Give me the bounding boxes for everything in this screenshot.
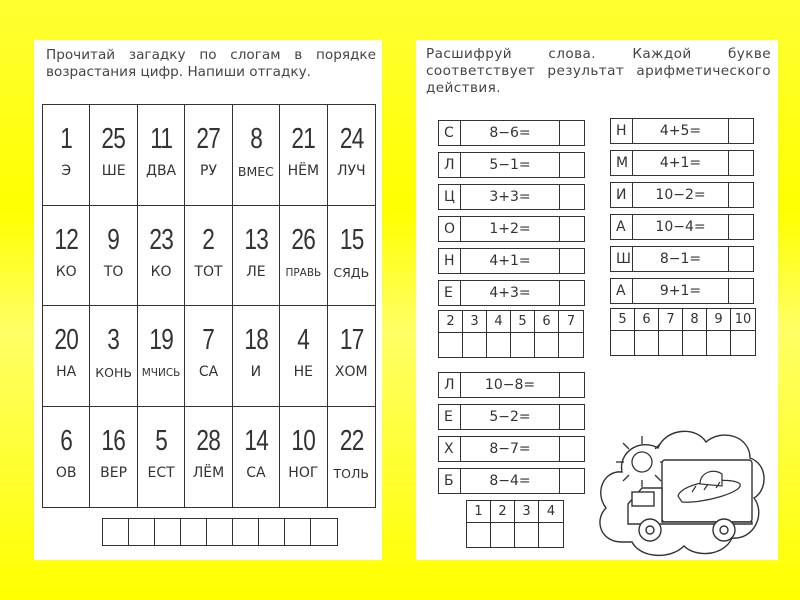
key-letter-box[interactable] — [611, 331, 635, 355]
syllable-text: ТОТ — [194, 263, 223, 280]
answer-letter-box[interactable] — [285, 519, 311, 545]
syllable-text: Э — [61, 163, 72, 179]
equation-letter: Е — [439, 405, 461, 429]
equation-answer-box[interactable] — [560, 469, 584, 493]
equation-answer-box[interactable] — [729, 247, 753, 271]
equation-answer-box[interactable] — [560, 373, 584, 397]
syllable-number: 25 — [101, 123, 126, 155]
key-number: 6 — [635, 309, 659, 331]
equation-letter: Н — [439, 249, 461, 273]
syllable-number: 20 — [54, 324, 79, 356]
equation-expression: 5−2= — [461, 405, 560, 429]
syllable-cell — [233, 306, 280, 407]
key-number: 2 — [491, 501, 515, 523]
syllable-number: 7 — [202, 324, 215, 356]
syllable-text: НОГ — [288, 464, 319, 481]
syllable-cell — [233, 407, 280, 508]
equation-answer-box[interactable] — [560, 185, 584, 209]
syllable-text: И — [250, 364, 262, 380]
syllable-number: 6 — [60, 424, 73, 457]
syllable-grid — [42, 104, 376, 508]
equation-answer-box[interactable] — [729, 119, 753, 143]
key-letter-box[interactable] — [515, 523, 539, 547]
syllable-number: 17 — [339, 324, 364, 356]
syllable-number: 1 — [60, 123, 73, 155]
equation-letter: М — [611, 151, 633, 175]
equation-row — [610, 246, 754, 272]
syllable-cell — [280, 306, 327, 407]
equation-answer-box[interactable] — [560, 249, 584, 273]
equation-expression: 8−1= — [633, 247, 729, 271]
syllable-cell — [43, 105, 90, 206]
syllable-cell — [43, 407, 90, 508]
decode-key-table — [466, 500, 564, 548]
key-letter-box[interactable] — [707, 331, 731, 355]
syllable-text: МЧИСЬ — [141, 367, 181, 379]
equation-row — [438, 280, 585, 306]
key-number: 6 — [535, 311, 559, 333]
key-number: 5 — [611, 309, 635, 331]
equation-letter: С — [439, 121, 461, 145]
syllable-cell — [185, 407, 232, 508]
syllable-text: ХОМ — [334, 364, 368, 380]
syllable-text: ВМЕС — [237, 164, 274, 179]
syllable-number: 16 — [101, 424, 126, 457]
key-number: 5 — [511, 311, 535, 333]
syllable-number: 18 — [244, 324, 268, 356]
equation-letter: Б — [439, 469, 461, 493]
key-number: 4 — [487, 311, 511, 333]
key-number: 7 — [659, 309, 683, 331]
equation-row — [438, 152, 585, 178]
equation-expression: 8−6= — [461, 121, 560, 145]
syllable-text: ЛЁМ — [192, 464, 225, 481]
syllable-text: КО — [55, 263, 77, 280]
equation-expression: 8−7= — [461, 437, 560, 461]
equation-letter: Ц — [439, 185, 461, 209]
key-number: 2 — [439, 311, 463, 333]
equation-letter: А — [611, 279, 633, 303]
syllable-cell — [233, 206, 280, 307]
equation-row — [610, 182, 754, 208]
syllable-cell — [90, 206, 137, 307]
answer-letter-box[interactable] — [155, 519, 181, 545]
syllable-number: 3 — [107, 324, 120, 356]
syllable-cell — [185, 306, 232, 407]
key-number: 4 — [539, 501, 563, 523]
syllable-number: 26 — [291, 223, 316, 256]
equation-letter: А — [611, 215, 633, 239]
equation-answer-box[interactable] — [560, 153, 584, 177]
equation-answer-box[interactable] — [729, 279, 753, 303]
syllable-text: ЕСТ — [147, 464, 175, 481]
key-letter-box[interactable] — [511, 333, 535, 357]
key-letter-box[interactable] — [731, 331, 755, 355]
equation-expression: 3+3= — [461, 185, 560, 209]
syllable-cell — [90, 407, 137, 508]
syllable-number: 15 — [339, 223, 364, 256]
syllable-number: 11 — [150, 123, 173, 155]
equation-letter: И — [611, 183, 633, 207]
syllable-cell — [280, 407, 327, 508]
syllable-text: НЕ — [293, 364, 314, 380]
equation-row — [438, 404, 585, 430]
equation-letter: Е — [439, 281, 461, 305]
key-letter-box[interactable] — [487, 333, 511, 357]
equation-letter: Н — [611, 119, 633, 143]
syllable-cell — [328, 407, 375, 508]
equation-row — [610, 214, 754, 240]
equation-expression: 10−4= — [633, 215, 729, 239]
equation-answer-box[interactable] — [560, 405, 584, 429]
key-letter-box[interactable] — [559, 333, 583, 357]
key-letter-box[interactable] — [539, 523, 563, 547]
key-number: 3 — [463, 311, 487, 333]
equation-expression: 9+1= — [633, 279, 729, 303]
syllable-number: 23 — [149, 223, 173, 256]
answer-letter-box[interactable] — [129, 519, 155, 545]
equation-answer-box[interactable] — [560, 217, 584, 241]
syllable-cell — [138, 105, 185, 206]
syllable-number: 27 — [196, 123, 221, 155]
syllable-cell — [185, 206, 232, 307]
equation-letter: Ш — [611, 247, 633, 271]
equation-row — [438, 248, 585, 274]
bread-truck-illustration — [592, 392, 768, 568]
equation-answer-box[interactable] — [729, 215, 753, 239]
equation-letter: Л — [439, 373, 461, 397]
equation-row — [610, 150, 754, 176]
syllable-cell — [90, 306, 137, 407]
syllable-cell — [328, 306, 375, 407]
key-number: 9 — [707, 309, 731, 331]
equation-letter: Х — [439, 437, 461, 461]
answer-letter-box[interactable] — [259, 519, 285, 545]
syllable-text: ТО — [103, 263, 124, 280]
key-number: 3 — [515, 501, 539, 523]
equation-expression: 1+2= — [461, 217, 560, 241]
equation-answer-box[interactable] — [560, 437, 584, 461]
answer-letter-box[interactable] — [233, 519, 259, 545]
syllable-cell — [90, 105, 137, 206]
syllable-text: ОВ — [55, 464, 77, 481]
key-letter-box[interactable] — [659, 331, 683, 355]
syllable-cell — [185, 105, 232, 206]
equation-answer-box[interactable] — [560, 281, 584, 305]
syllable-text: КОНЬ — [95, 365, 132, 380]
syllable-cell — [280, 105, 327, 206]
answer-letter-box[interactable] — [207, 519, 233, 545]
syllable-cell — [233, 105, 280, 206]
syllable-cell — [43, 306, 90, 407]
syllable-text: СА — [198, 364, 219, 380]
syllable-text: ЛУЧ — [336, 163, 366, 179]
equation-row — [438, 468, 585, 494]
syllable-number: 4 — [297, 324, 310, 356]
equation-answer-box[interactable] — [560, 121, 584, 145]
equation-expression: 4+3= — [461, 281, 560, 305]
equation-row — [438, 372, 585, 398]
syllable-number: 13 — [244, 223, 268, 256]
key-letter-box[interactable] — [491, 523, 515, 547]
equation-letter: Л — [439, 153, 461, 177]
answer-letter-box[interactable] — [181, 519, 207, 545]
key-letter-box[interactable] — [635, 331, 659, 355]
equation-expression: 4+5= — [633, 119, 729, 143]
syllable-text: РУ — [200, 163, 217, 179]
key-number: 7 — [559, 311, 583, 333]
syllable-number: 10 — [291, 424, 316, 457]
equation-expression: 8−4= — [461, 469, 560, 493]
equation-row — [610, 278, 754, 304]
syllable-number: 21 — [291, 123, 316, 155]
equation-answer-box[interactable] — [729, 183, 753, 207]
syllable-number: 22 — [339, 424, 364, 457]
equation-expression: 5−1= — [461, 153, 560, 177]
syllable-text: НЁМ — [287, 163, 320, 179]
answer-letter-box[interactable] — [311, 519, 337, 545]
syllable-text: СА — [246, 464, 266, 481]
syllable-text: ТОЛЬ — [333, 465, 369, 481]
syllable-cell — [328, 105, 375, 206]
syllable-number: 14 — [244, 424, 268, 457]
syllable-text: ДВА — [146, 163, 177, 179]
syllable-text: ЛЕ — [246, 263, 266, 280]
key-number: 1 — [467, 501, 491, 523]
syllable-cell — [328, 206, 375, 307]
riddle-answer-boxes — [102, 518, 338, 546]
syllable-text: СЯДЬ — [333, 264, 370, 280]
equation-letter: О — [439, 217, 461, 241]
syllable-text: ВЕР — [100, 464, 128, 481]
decode-key-table — [438, 310, 584, 358]
key-letter-box[interactable] — [535, 333, 559, 357]
key-letter-box[interactable] — [463, 333, 487, 357]
right-worksheet-page — [416, 40, 778, 560]
syllable-text: ПРАВЬ — [285, 266, 322, 279]
equation-expression: 10−2= — [633, 183, 729, 207]
equation-expression: 4+1= — [633, 151, 729, 175]
equation-expression: 4+1= — [461, 249, 560, 273]
equation-row — [438, 184, 585, 210]
syllable-text: ШЕ — [101, 163, 126, 179]
syllable-number: 2 — [202, 223, 215, 256]
syllable-number: 12 — [54, 223, 79, 256]
equation-expression: 10−8= — [461, 373, 560, 397]
syllable-number: 8 — [250, 123, 262, 155]
left-instruction: Прочитай загадку по слогам в порядке возрастания цифр. Напиши отгадку. — [46, 47, 376, 80]
equation-row — [438, 120, 585, 146]
syllable-number: 28 — [196, 424, 221, 457]
syllable-cell — [138, 306, 185, 407]
syllable-text: КО — [150, 263, 172, 280]
decode-key-table — [610, 308, 756, 356]
equation-row — [610, 118, 754, 144]
syllable-number: 5 — [155, 424, 167, 457]
syllable-text: НА — [56, 364, 77, 380]
syllable-cell — [280, 206, 327, 307]
key-number: 8 — [683, 309, 707, 331]
syllable-cell — [138, 206, 185, 307]
equation-answer-box[interactable] — [729, 151, 753, 175]
equation-row — [438, 216, 585, 242]
syllable-cell — [43, 206, 90, 307]
right-instruction: Расшифруй слова. Каждой букве соответствует результат арифметического действия. — [426, 46, 771, 96]
syllable-number: 19 — [149, 324, 173, 356]
key-letter-box[interactable] — [439, 333, 463, 357]
syllable-number: 9 — [107, 223, 120, 256]
equation-row — [438, 436, 585, 462]
answer-letter-box[interactable] — [103, 519, 129, 545]
key-letter-box[interactable] — [683, 331, 707, 355]
syllable-cell — [138, 407, 185, 508]
key-letter-box[interactable] — [467, 523, 491, 547]
left-worksheet-page — [34, 40, 382, 560]
key-number: 10 — [731, 309, 755, 331]
syllable-number: 24 — [339, 123, 364, 155]
